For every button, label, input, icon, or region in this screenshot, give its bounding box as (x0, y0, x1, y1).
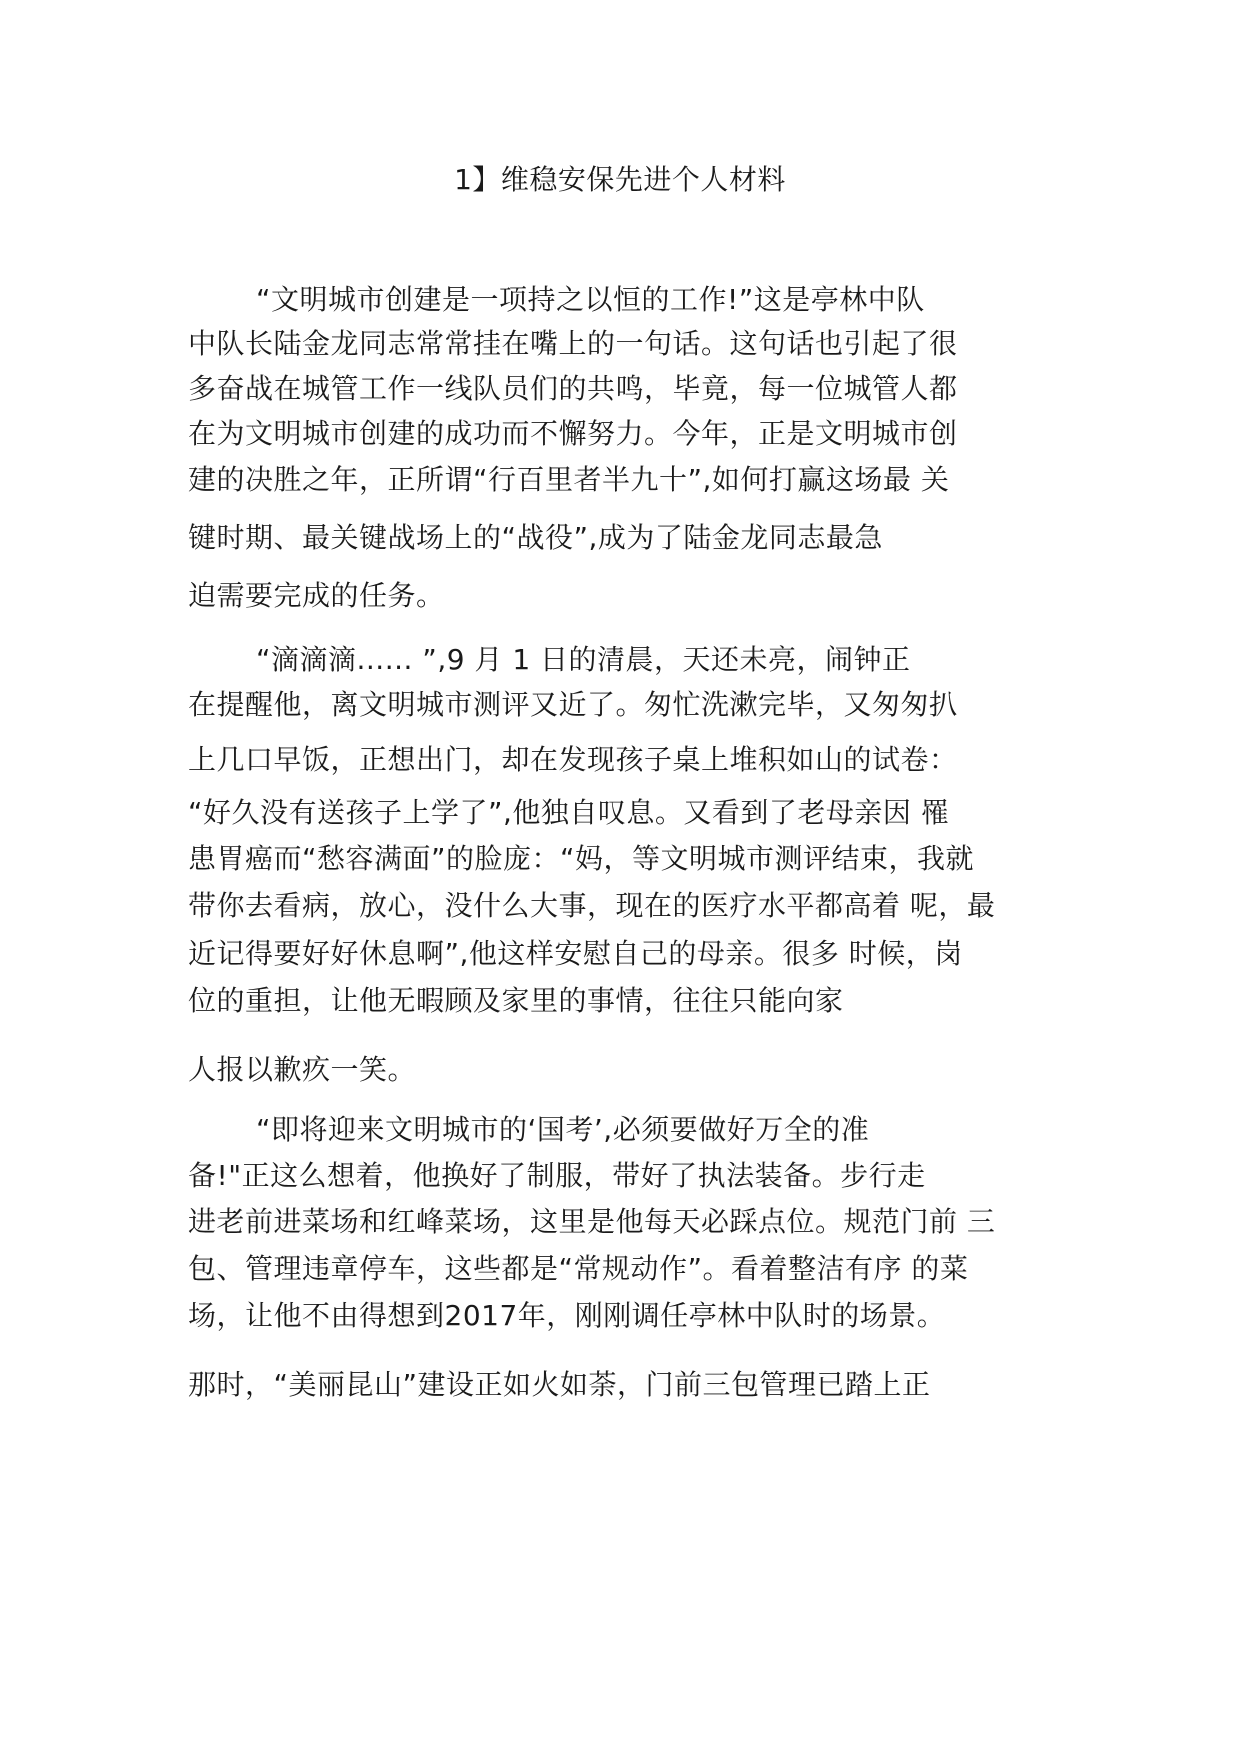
paragraph-line: 患胃癌而“愁容满面”的脸庞：“妈，等文明城市测评结束，我就 (188, 842, 975, 875)
paragraph-line: 进老前进菜场和红峰菜场，这里是他每天必踩点位。规范门前 三 (188, 1205, 996, 1238)
paragraph-line: 中队长陆金龙同志常常挂在嘴上的一句话。这句话也引起了很 (188, 327, 958, 360)
paragraph-line: 位的重担，让他无暇顾及家里的事情，往往只能向家 (188, 984, 844, 1017)
paragraph-line: 包、管理违章停车，这些都是“常规动作”。看着整洁有序 的菜 (188, 1252, 969, 1285)
paragraph-line: “好久没有送孩子上学了”,他独自叹息。又看到了老母亲因 罹 (188, 796, 950, 829)
paragraph-line: 人报以歉疚一笑。 (188, 1053, 417, 1086)
paragraph-line: 场，让他不由得想到2017年，刚刚调任亭林中队时的场景。 (188, 1299, 946, 1332)
paragraph-line: 在为文明城市创建的成功而不懈努力。今年，正是文明城市创 (188, 417, 958, 450)
paragraph-line: 在提醒他，离文明城市测评又近了。匆忙洗漱完毕，又匆匆扒 (188, 688, 958, 721)
document-title: 1】维稳安保先进个人材料 (454, 163, 786, 196)
paragraph-line: 备!"正这么想着，他换好了制服，带好了执法装备。步行走 (188, 1159, 926, 1192)
paragraph-line: “即将迎来文明城市的‘国考’,必须要做好万全的准 (256, 1113, 870, 1146)
paragraph-line: 迫需要完成的任务。 (188, 579, 445, 612)
paragraph-line: 键时期、最关键战场上的“战役”,成为了陆金龙同志最急 (188, 521, 883, 554)
paragraph-line: 多奋战在城管工作一线队员们的共鸣，毕竟，每一位城管人都 (188, 372, 958, 405)
paragraph-line: 上几口早饭，正想出门，却在发现孩子桌上堆积如山的试卷： (188, 743, 958, 776)
paragraph-line: 建的决胜之年，正所谓“行百里者半九十”,如何打赢这场最 关 (188, 463, 950, 496)
paragraph-line: 那时，“美丽昆山”建设正如火如荼，门前三包管理已踏上正 (188, 1368, 931, 1401)
paragraph-line: “文明城市创建是一项持之以恒的工作!”这是亭林中队 (256, 283, 925, 316)
paragraph-line: “滴滴滴...... ”,9 月 1 日的清晨，天还未亮，闹钟正 (256, 643, 911, 676)
paragraph-line: 带你去看病，放心，没什么大事，现在的医疗水平都高着 呢，最 (188, 889, 996, 922)
paragraph-line: 近记得要好好休息啊”,他这样安慰自己的母亲。很多 时候，岗 (188, 937, 963, 970)
